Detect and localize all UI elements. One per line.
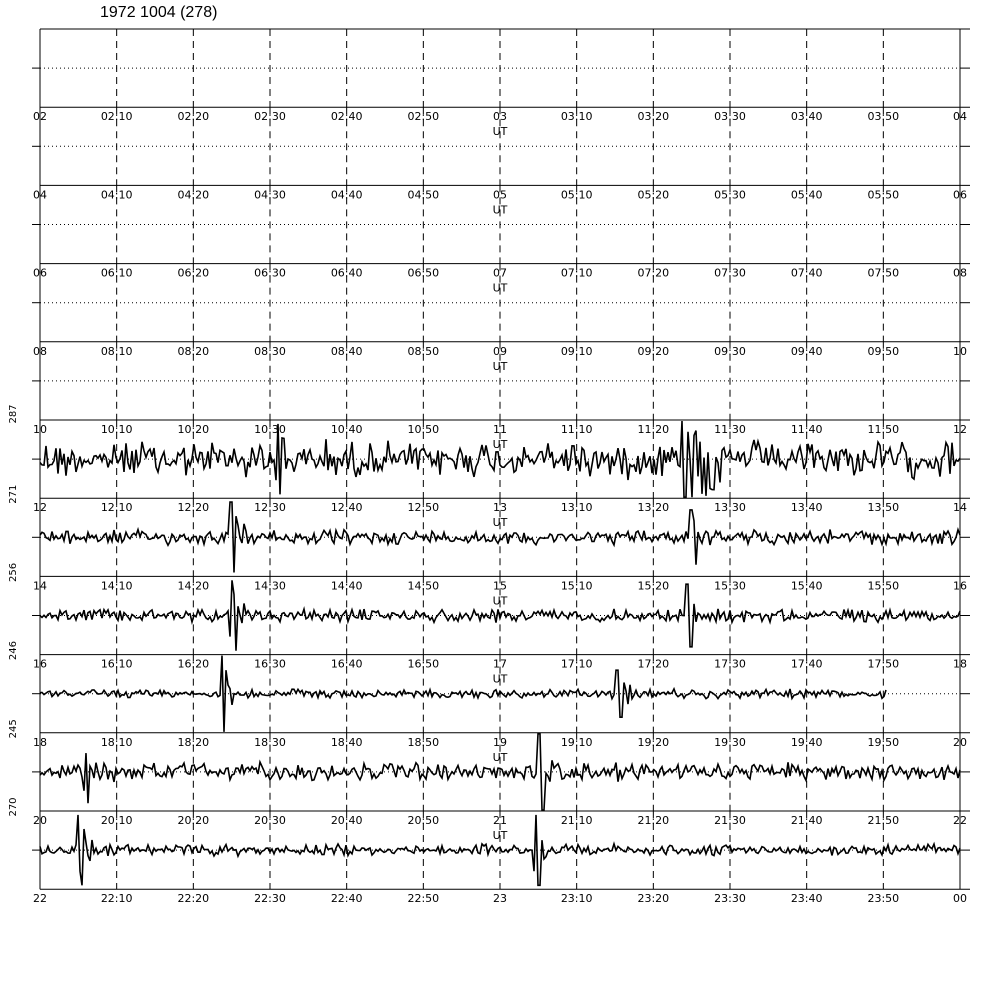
tick-label: 22:20	[177, 892, 210, 906]
tick-label: 22:30	[254, 892, 286, 906]
tick-label: 18	[33, 735, 47, 749]
tick-label: 22:40	[330, 892, 363, 906]
tick-label: 19	[493, 735, 507, 749]
tick-label: 23:40	[790, 892, 823, 906]
tick-label: 20:20	[177, 814, 210, 827]
tick-label: 10:10	[100, 423, 133, 436]
tick-label: 21:50	[867, 814, 900, 827]
tick-label: 04	[953, 110, 967, 124]
tick-label: 10	[953, 344, 967, 358]
tick-label: 23:20	[637, 892, 670, 906]
tick-label: 08:10	[100, 344, 133, 358]
tick-label: 17	[493, 657, 507, 671]
tick-label: 03:30	[714, 110, 746, 124]
tick-label: 13:20	[637, 501, 670, 515]
tick-label: 14	[33, 579, 47, 593]
tick-label: 19:40	[790, 735, 823, 749]
tick-label: 23:50	[867, 892, 900, 906]
tick-label: 13:30	[714, 501, 746, 515]
tick-label: 20	[33, 814, 47, 827]
x-axis-label: UT	[492, 594, 508, 608]
tick-label: 11:30	[714, 423, 746, 436]
tick-label: 16:30	[254, 657, 286, 671]
tick-label: 07:50	[867, 266, 900, 280]
tick-label: 09:50	[867, 344, 900, 358]
tick-label: 13	[493, 501, 507, 515]
tick-label: 18	[953, 657, 967, 671]
tick-label: 20:40	[330, 814, 363, 827]
tick-label: 15:40	[790, 579, 823, 593]
tick-label: 18:30	[254, 735, 286, 749]
tick-label: 19:30	[714, 735, 746, 749]
tick-label: 19:50	[867, 735, 900, 749]
tick-label: 16:50	[407, 657, 440, 671]
tick-label: 10:50	[407, 423, 440, 436]
tick-label: 21:10	[560, 814, 593, 827]
tick-label: 18:10	[100, 735, 133, 749]
tick-label: 10:20	[177, 423, 210, 436]
tick-label: 12:30	[254, 501, 286, 515]
tick-label: 02:40	[330, 110, 363, 124]
tick-label: 04:10	[100, 188, 133, 202]
tick-label: 14	[953, 501, 967, 515]
tick-label: 05:10	[560, 188, 593, 202]
tick-label: 05:30	[714, 188, 746, 202]
x-axis-label: UT	[492, 359, 508, 373]
tick-label: 09:20	[637, 344, 670, 358]
tick-label: 08:20	[177, 344, 210, 358]
tick-label: 21:30	[714, 814, 746, 827]
tick-label: 15:50	[867, 579, 900, 593]
tick-label: 10	[33, 423, 47, 436]
x-axis-label: UT	[492, 125, 508, 139]
tick-label: 03	[493, 110, 507, 124]
tick-label: 20:30	[254, 814, 286, 827]
tick-label: 12:50	[407, 501, 440, 515]
tick-label: 03:10	[560, 110, 593, 124]
tick-label: 04:30	[254, 188, 286, 202]
tick-label: 16	[953, 579, 967, 593]
tick-label: 17:30	[714, 657, 746, 671]
tick-label: 08:40	[330, 344, 363, 358]
tick-label: 22	[33, 892, 47, 906]
tick-label: 21:20	[637, 814, 670, 827]
tick-label: 19:10	[560, 735, 593, 749]
tick-label: 07:20	[637, 266, 670, 280]
tick-label: 16:40	[330, 657, 363, 671]
tick-label: 08:50	[407, 344, 440, 358]
tick-label: 11:20	[637, 423, 670, 436]
tick-label: 18:20	[177, 735, 210, 749]
tick-label: 02:10	[100, 110, 133, 124]
tick-label: 23	[493, 892, 507, 906]
tick-label: 04:40	[330, 188, 363, 202]
seismic-trace	[40, 656, 886, 732]
tick-label: 08:30	[254, 344, 286, 358]
tick-label: 12:40	[330, 501, 363, 515]
tick-label: 09:40	[790, 344, 823, 358]
tick-label: 17:40	[790, 657, 823, 671]
tick-label: 11	[493, 423, 507, 436]
tick-label: 13:50	[867, 501, 900, 515]
tick-label: 12	[953, 423, 967, 436]
tick-label: 07:40	[790, 266, 823, 280]
tick-label: 05:40	[790, 188, 823, 202]
x-axis-label: UT	[492, 516, 508, 530]
tick-label: 09	[493, 344, 507, 358]
tick-label: 18:40	[330, 735, 363, 749]
tick-label: 15:20	[637, 579, 670, 593]
tick-label: 10:30	[254, 423, 286, 436]
tick-label: 03:50	[867, 110, 900, 124]
tick-label: 15	[493, 579, 507, 593]
tick-label: 06:40	[330, 266, 363, 280]
x-axis-label: UT	[492, 203, 508, 217]
tick-label: 02	[33, 110, 47, 124]
y-axis-label: 246	[8, 641, 19, 661]
x-axis-label: UT	[492, 281, 508, 295]
tick-label: 03:20	[637, 110, 670, 124]
y-axis-label: 270	[8, 797, 19, 817]
tick-label: 05:20	[637, 188, 670, 202]
tick-label: 14:20	[177, 579, 210, 593]
tick-label: 04:20	[177, 188, 210, 202]
tick-label: 22	[953, 814, 967, 827]
tick-label: 02:20	[177, 110, 210, 124]
tick-label: 12	[33, 501, 47, 515]
tick-label: 14:30	[254, 579, 286, 593]
x-axis-label: UT	[492, 672, 508, 686]
tick-label: 06:10	[100, 266, 133, 280]
y-axis-label: 245	[8, 719, 19, 739]
tick-label: 17:20	[637, 657, 670, 671]
tick-label: 21	[493, 814, 507, 827]
x-axis-label: UT	[492, 750, 508, 764]
tick-label: 04	[33, 188, 47, 202]
tick-label: 00	[953, 892, 967, 906]
y-axis-label: 256	[8, 562, 19, 582]
tick-label: 07:10	[560, 266, 593, 280]
tick-label: 16:10	[100, 657, 133, 671]
tick-label: 16:20	[177, 657, 210, 671]
tick-label: 05:50	[867, 188, 900, 202]
tick-label: 20	[953, 735, 967, 749]
tick-label: 08	[33, 344, 47, 358]
tick-label: 16	[33, 657, 47, 671]
tick-label: 05	[493, 188, 507, 202]
tick-label: 19:20	[637, 735, 670, 749]
tick-label: 13:40	[790, 501, 823, 515]
tick-label: 17:50	[867, 657, 900, 671]
tick-label: 14:10	[100, 579, 133, 593]
tick-label: 21:40	[790, 814, 823, 827]
tick-label: 06:30	[254, 266, 286, 280]
tick-label: 20:50	[407, 814, 440, 827]
tick-label: 11:10	[560, 423, 593, 436]
tick-label: 06:20	[177, 266, 210, 280]
tick-label: 18:50	[407, 735, 440, 749]
tick-label: 11:50	[867, 423, 900, 436]
tick-label: 06	[33, 266, 47, 280]
tick-label: 04:50	[407, 188, 440, 202]
tick-label: 02:50	[407, 110, 440, 124]
tick-label: 22:10	[100, 892, 133, 906]
tick-label: 12:10	[100, 501, 133, 515]
tick-label: 06:50	[407, 266, 440, 280]
tick-label: 12:20	[177, 501, 210, 515]
tick-label: 03:40	[790, 110, 823, 124]
x-axis-label: UT	[492, 438, 508, 451]
tick-label: 08	[953, 266, 967, 280]
tick-label: 23:10	[560, 892, 593, 906]
tick-label: 20:10	[100, 814, 133, 827]
tick-label: 11:40	[790, 423, 823, 436]
tick-label: 06	[953, 188, 967, 202]
x-axis-label: UT	[492, 829, 508, 842]
tick-label: 07	[493, 266, 507, 280]
tick-label: 23:30	[714, 892, 746, 906]
tick-label: 14:40	[330, 579, 363, 593]
tick-label: 13:10	[560, 501, 593, 515]
tick-label: 02:30	[254, 110, 286, 124]
y-axis-label: 287	[8, 404, 19, 424]
tick-label: 22:50	[407, 892, 440, 906]
tick-label: 09:30	[714, 344, 746, 358]
tick-label: 09:10	[560, 344, 593, 358]
tick-label: 14:50	[407, 579, 440, 593]
plot-title: 1972 1004 (278)	[100, 4, 218, 21]
y-axis-label: 271	[8, 484, 19, 504]
tick-label: 15:30	[714, 579, 746, 593]
tick-label: 07:30	[714, 266, 746, 280]
tick-label: 17:10	[560, 657, 593, 671]
tick-label: 10:40	[330, 423, 363, 436]
tick-label: 15:10	[560, 579, 593, 593]
